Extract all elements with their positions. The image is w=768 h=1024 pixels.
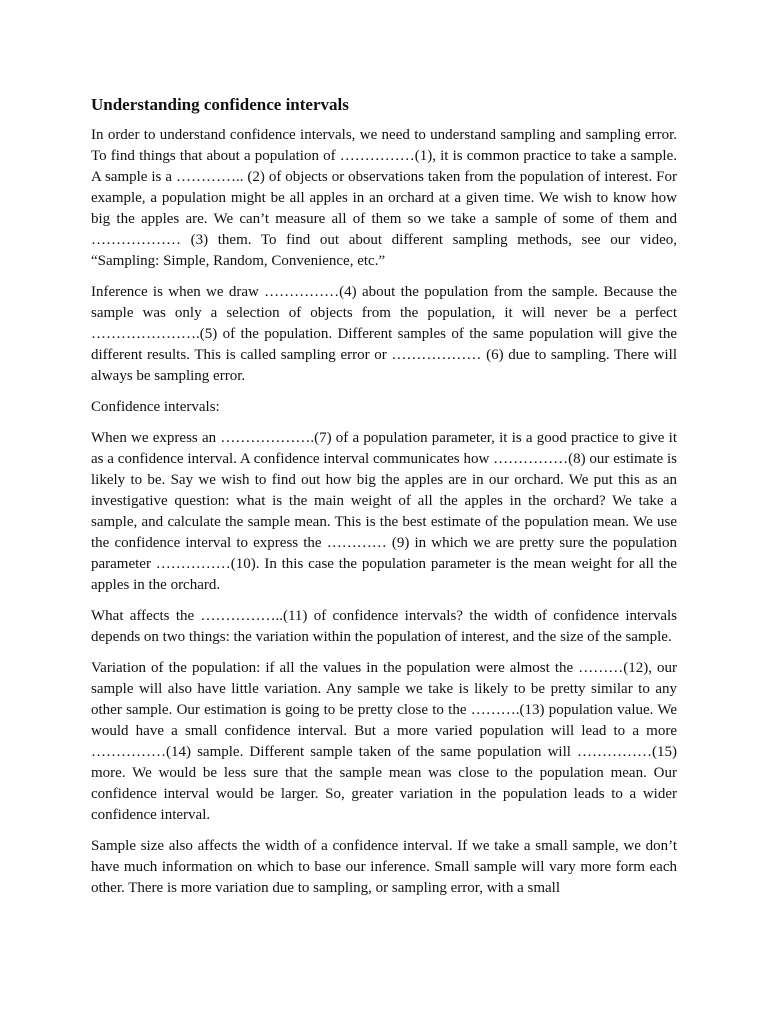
paragraph-sampling-intro: In order to understand confidence intervals, we need to understand sampling and sampling error. To find things that about a population of ……………(1), it is common practice to take a sample. A sample is a ………….. (2) of objects or observations taken from the population of interest. For example, a population might be all apples in an orchard at a given time. We wish to know how big the apples are. We can’t measure all of them so we take a sample of some of them and ……………… (3) them. To find out about different sampling methods, see our video, “Sampling: Simple, Random, Convenience, etc.” — [91, 127, 677, 269]
paragraph-estimate: When we express an ……………….(7) of a population parameter, it is a good practice to give it as a confidence interval. A confidence interval communicates how ……………(8) our estimate is likely to be. Say we wish to find out how big the apples are in our orchard. We put this as an investigative question: what is the main weight of all the apples in the orchard? We take a sample, and calculate the sample mean. This is the best estimate of the population mean. We use the confidence interval to express the ………… (9) in which we are pretty sure the population parameter ……………(10). In this case the population parameter is the mean weight for all the apples in the orchard. — [91, 430, 677, 593]
document-title: Understanding confidence intervals — [91, 95, 349, 114]
paragraph-sample-size: Sample size also affects the width of a confidence interval. If we take a small sample, we don’t have much information on which to base our inference. Small sample will vary more form each other. There is more variation due to sampling, or sampling error, with a small — [91, 838, 677, 896]
paragraph-inference: Inference is when we draw ……………(4) about the population from the sample. Because the sample was only a selection of objects from the population, it will never be a perfect ………………….(5) of the population. Different samples of the same population will give the different results. This is called sampling error or ……………… (6) due to sampling. There will always be sampling error. — [91, 284, 677, 384]
paragraph-population-variation: Variation of the population: if all the values in the population were almost the ………(12), our sample will also have little variation. Any sample we take is likely to be pretty similar to any other sample. Our estimation is going to be pretty close to the ……….(13) population value. We would have a small confidence interval. But a more varied population will lead to a more ……………(14) sample. Different sample taken of the same population will ……………(15) more. We would be less sure that the sample mean was close to the population mean. Our confidence interval would be larger. So, greater variation in the population leads to a wider confidence interval. — [91, 660, 677, 823]
paragraph-width-factors: What affects the ……………..(11) of confidence intervals? the width of confidence intervals depends on two things: the variation within the population of interest, and the size of the sample. — [91, 608, 677, 645]
section-heading-confidence-intervals: Confidence intervals: — [91, 399, 220, 415]
